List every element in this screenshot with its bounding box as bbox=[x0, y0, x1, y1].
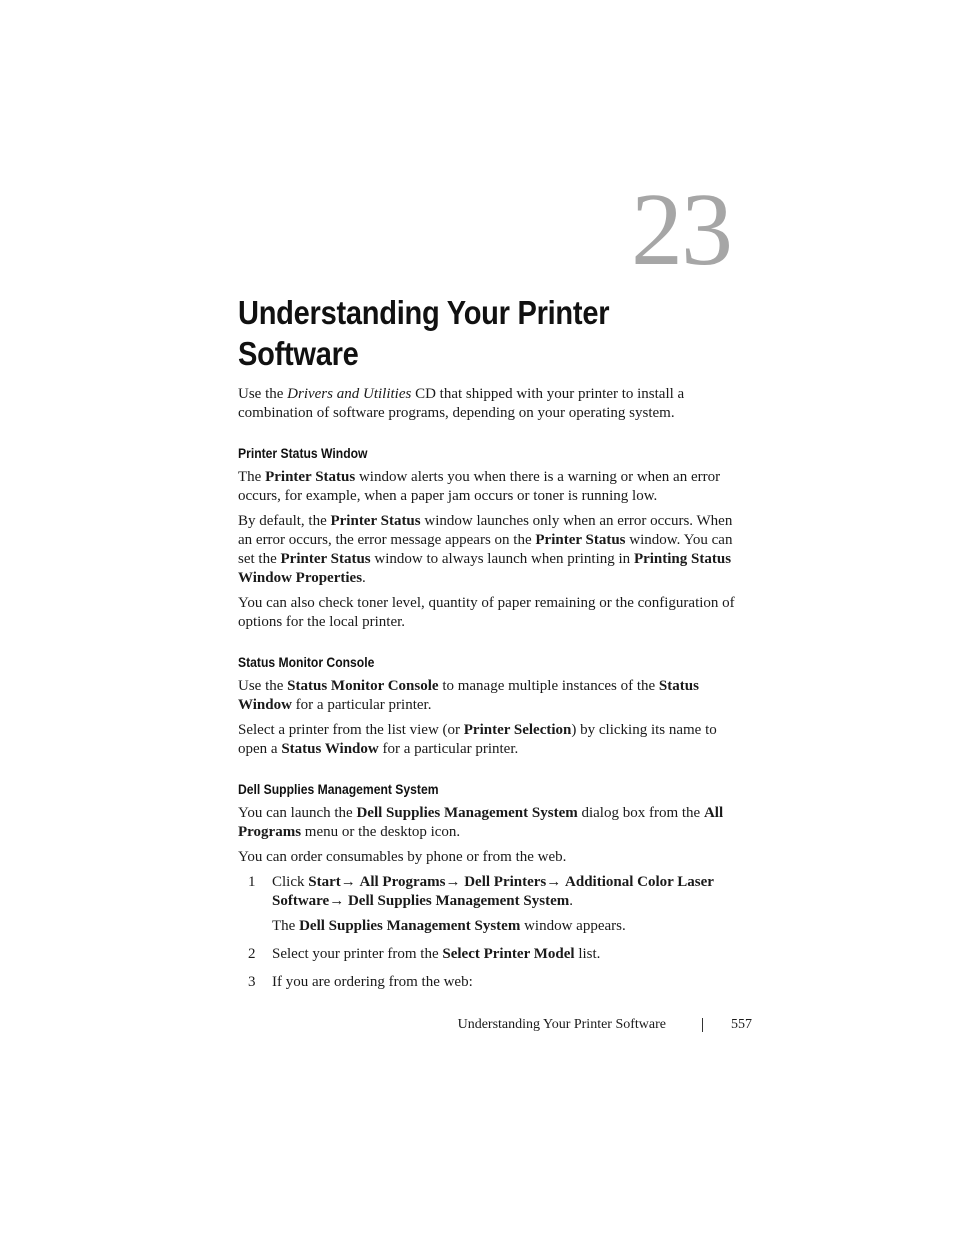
heading-dell-supplies-management-system: Dell Supplies Management System bbox=[238, 782, 439, 797]
footer-divider bbox=[702, 1018, 703, 1032]
printer-status-paragraph-2: By default, the Printer Status window launches only when an error occurs. When an error occurs, the error message appears on the Printer Status window. You can set the Printer Status window to always launch when printing in Printing Status Window Properties. bbox=[238, 513, 733, 586]
page-footer bbox=[238, 1015, 752, 1035]
chapter-title: Understanding Your Printer Software bbox=[238, 294, 610, 372]
status-monitor-paragraph-1: Use the Status Monitor Console to manage multiple instances of the Status Window for a particular printer. bbox=[238, 678, 699, 713]
step-item bbox=[238, 873, 743, 936]
steps-list bbox=[238, 873, 743, 992]
printer-status-paragraph-3: You can also check toner level, quantity of paper remaining or the configuration of options for the local printer. bbox=[238, 595, 735, 630]
intro-paragraph: Use the Drivers and Utilities CD that shipped with your printer to install a combination of software programs, depending on your operating system. bbox=[238, 386, 685, 421]
heading-printer-status-window: Printer Status Window bbox=[238, 446, 368, 461]
step-result-text: The Dell Supplies Management System window appears. bbox=[272, 918, 626, 934]
step-text: Click Start→ All Programs→ Dell Printers→ Additional Color Laser Software→ Dell Supplies Management System. bbox=[272, 874, 714, 909]
step-text: If you are ordering from the web: bbox=[272, 974, 473, 990]
status-monitor-paragraph-2: Select a printer from the list view (or Printer Selection) by clicking its name to open a Status Window for a particular printer. bbox=[238, 722, 717, 757]
step-number: 1 bbox=[248, 874, 256, 890]
supplies-paragraph-2: You can order consumables by phone or from the web. bbox=[238, 849, 567, 865]
heading-status-monitor-console: Status Monitor Console bbox=[238, 655, 375, 670]
step-number: 3 bbox=[248, 974, 256, 990]
page-body bbox=[238, 385, 743, 1001]
step-number: 2 bbox=[248, 946, 256, 962]
step-text: Select your printer from the Select Printer Model list. bbox=[272, 946, 601, 962]
chapter-number: 23 bbox=[631, 172, 731, 287]
supplies-paragraph-1: You can launch the Dell Supplies Management System dialog box from the All Programs menu or the desktop icon. bbox=[238, 805, 724, 840]
step-item bbox=[238, 945, 743, 964]
printer-status-paragraph-1: The Printer Status window alerts you when there is a warning or when an error occurs, for example, when a paper jam occurs or toner is running low. bbox=[238, 469, 721, 504]
footer-title: Understanding Your Printer Software bbox=[457, 1017, 666, 1032]
page-number: 557 bbox=[731, 1017, 752, 1032]
step-item bbox=[238, 973, 743, 992]
